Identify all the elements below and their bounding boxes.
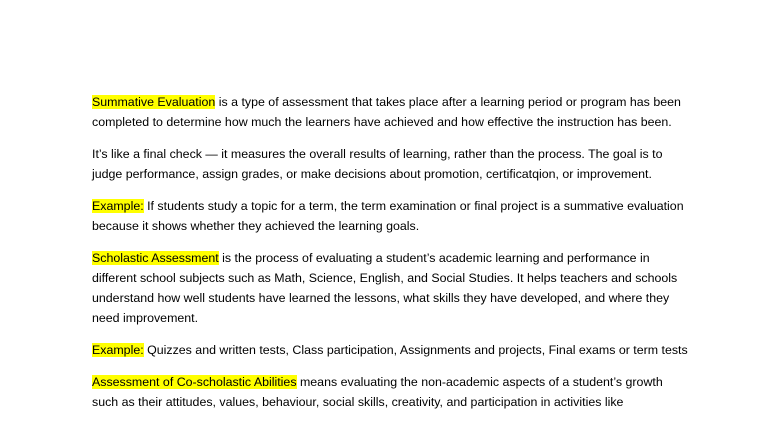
paragraph-text: is a type of assessment that takes place after a learning period or program has been completed to determine how much the learners have achieved and how effective the instruction has been. [92, 95, 681, 129]
document-body [92, 92, 692, 424]
highlighted-term: Summative Evaluation [92, 95, 216, 109]
highlighted-term: Assessment of Co-scholastic Abilities [92, 375, 297, 389]
paragraph-example-summative [92, 196, 692, 236]
paragraph-scholastic-assessment [92, 248, 692, 328]
highlighted-term: Scholastic Assessment [92, 251, 219, 265]
paragraph-co-scholastic [92, 372, 692, 412]
paragraph-text: is the process of evaluating a student’s academic learning and performance in different school subjects such as Math, Science, English, and Social Studies. It helps teachers and schools understand how well students have learned the lessons, what skills they have developed, and where they need improvement. [92, 251, 678, 325]
paragraph-text: Quizzes and written tests, Class participation, Assignments and projects, Final exams or term tests [143, 343, 688, 357]
paragraph-text: It’s like a final check — it measures the overall results of learning, rather than the process. The goal is to judge performance, assign grades, or make decisions about promotion, certificatqion, or improvement. [92, 147, 663, 181]
paragraph-text: If students study a topic for a term, the term examination or final project is a summative evaluation because it shows whether they achieved the learning goals. [92, 199, 684, 233]
paragraph-text: means evaluating the non-academic aspects of a student’s growth such as their attitudes, values, behaviour, social skills, creativity, and participation in activities like [92, 375, 663, 409]
highlighted-term: Example: [92, 343, 144, 357]
paragraph-example-scholastic [92, 340, 692, 360]
highlighted-term: Example: [92, 199, 144, 213]
paragraph-summative-evaluation [92, 92, 692, 132]
paragraph-final-check [92, 144, 692, 184]
